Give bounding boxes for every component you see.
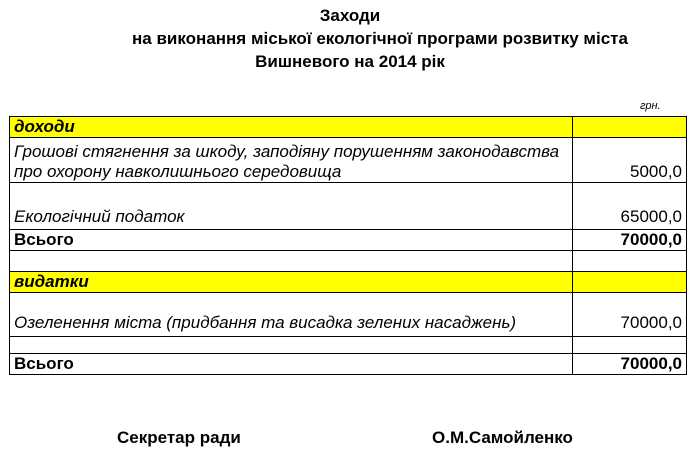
signature-position: Секретар ради <box>117 428 241 447</box>
table-row <box>10 138 687 183</box>
empty-cell <box>10 251 573 272</box>
spacer-row <box>10 251 687 272</box>
spacer-row <box>10 337 687 354</box>
expenses-header-label: видатки <box>10 272 573 293</box>
budget-table <box>9 116 687 375</box>
currency-unit: грн. <box>640 100 661 112</box>
expenses-total-label: Всього <box>10 354 573 375</box>
empty-cell <box>573 337 687 354</box>
income-header-label: доходи <box>10 117 573 138</box>
document-title <box>0 4 700 73</box>
title-line-1: Заходи <box>319 6 381 25</box>
expense-row-amount: 70000,0 <box>573 293 687 337</box>
title-line-3: Вишневого на 2014 рік <box>255 52 445 71</box>
title-line-2: на виконання міської екологічної програми розвитку міста <box>132 29 628 48</box>
expenses-total-amount: 70000,0 <box>573 354 687 375</box>
expenses-header-empty-cell <box>573 272 687 293</box>
income-row-name: Екологічний податок <box>10 183 573 230</box>
income-total-amount: 70000,0 <box>573 230 687 251</box>
empty-cell <box>573 251 687 272</box>
expenses-section-header <box>10 272 687 293</box>
table-row <box>10 183 687 230</box>
signature-name: О.М.Самойленко <box>432 428 573 447</box>
income-section-header <box>10 117 687 138</box>
income-row-amount: 5000,0 <box>573 138 687 183</box>
income-total-row <box>10 230 687 251</box>
expense-row-name: Озеленення міста (придбання та висадка зелених насаджень) <box>10 293 573 337</box>
income-total-label: Всього <box>10 230 573 251</box>
income-row-name: Грошові стягнення за шкоду, заподіяну порушенням законодавства про охорону навколишнього середовища <box>10 138 573 183</box>
income-row-amount: 65000,0 <box>573 183 687 230</box>
table-row <box>10 293 687 337</box>
income-header-empty-cell <box>573 117 687 138</box>
empty-cell <box>10 337 573 354</box>
expenses-total-row <box>10 354 687 375</box>
